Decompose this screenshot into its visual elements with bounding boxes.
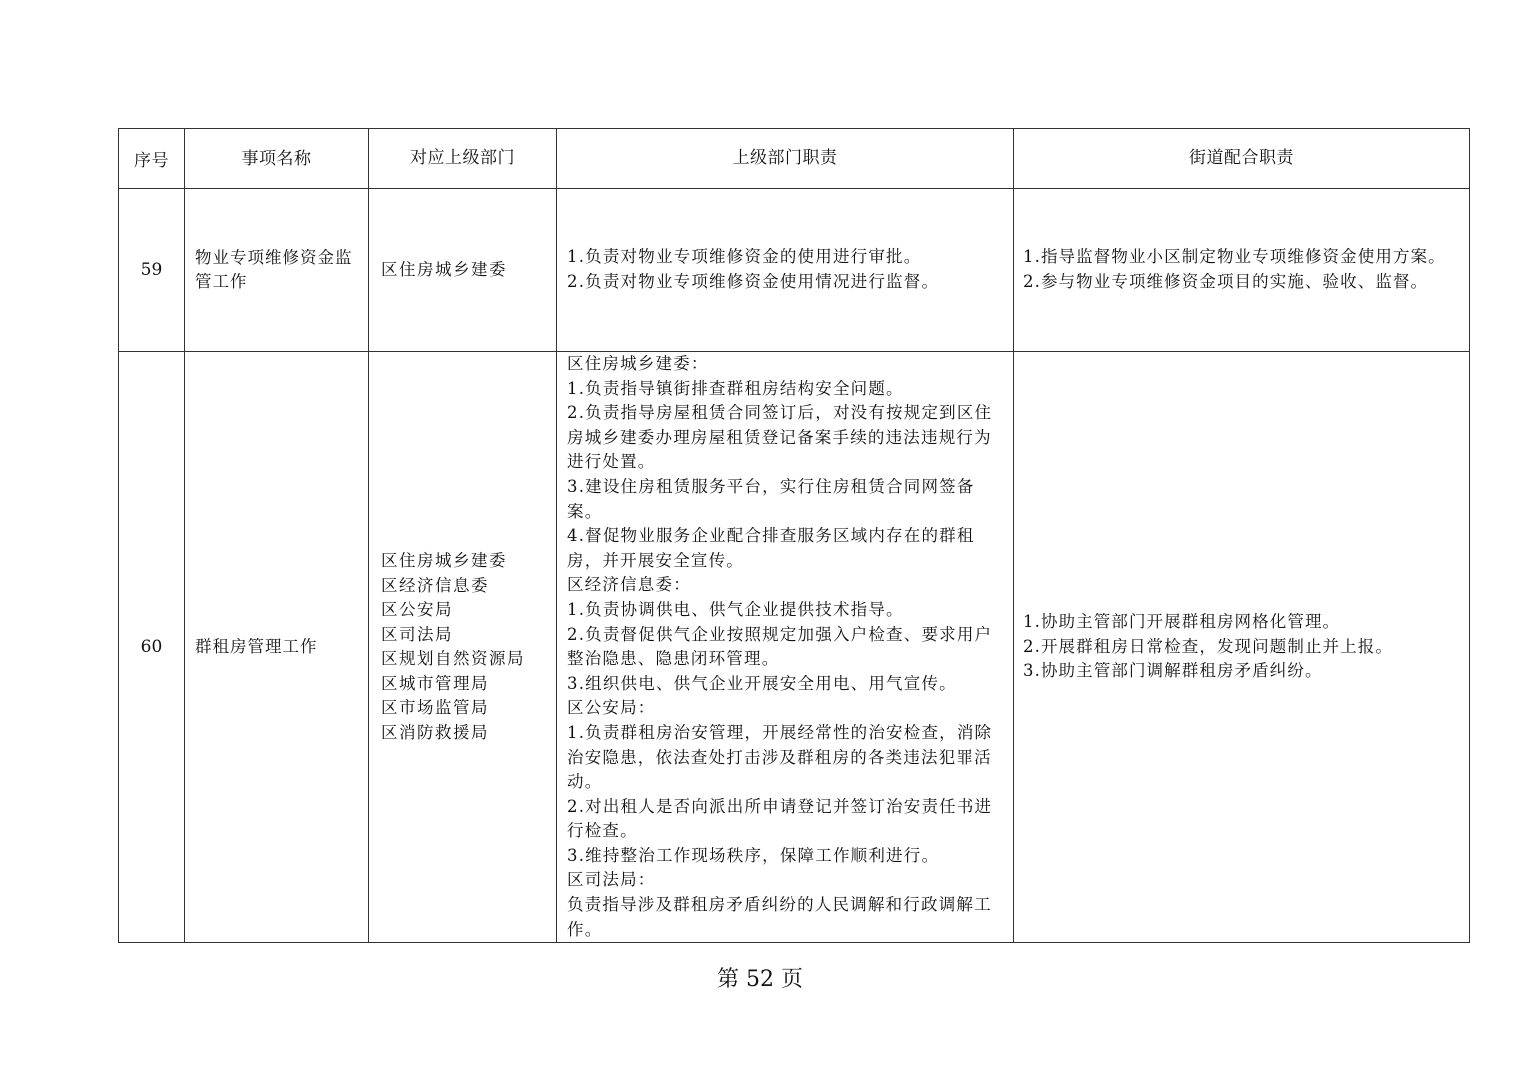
duty-line: 3.维持整治工作现场秩序，保障工作顺利进行。 bbox=[567, 845, 940, 865]
duty-line: 1.负责指导镇街排查群租房结构安全问题。 bbox=[567, 378, 904, 398]
header-item-name: 事项名称 bbox=[185, 129, 369, 189]
header-dept-duty: 上级部门职责 bbox=[557, 129, 1014, 189]
row-street-duty bbox=[1014, 189, 1470, 352]
row-item-name: 群租房管理工作 bbox=[185, 352, 369, 943]
department-item: 区规划自然资源局 bbox=[381, 649, 525, 669]
duty-line: 3.建设住房租赁服务平台，实行住房租赁合同网签备案。 bbox=[567, 476, 975, 521]
row-dept-duty bbox=[557, 189, 1014, 352]
row-dept-duty bbox=[557, 352, 1014, 943]
duty-line: 区公安局： bbox=[567, 698, 656, 718]
coop-line: 2.参与物业专项维修资金项目的实施、验收、监督。 bbox=[1023, 272, 1429, 291]
row-serial: 59 bbox=[119, 189, 185, 352]
department-item: 区市场监管局 bbox=[381, 698, 489, 718]
department-item: 区消防救援局 bbox=[381, 722, 489, 742]
page-number: 第 52 页 bbox=[717, 967, 803, 992]
coop-line: 3.协助主管部门调解群租房矛盾纠纷。 bbox=[1023, 661, 1323, 681]
table-row bbox=[119, 189, 1470, 352]
duty-line: 负责指导涉及群租房矛盾纠纷的人民调解和行政调解工作。 bbox=[567, 895, 992, 939]
header-department: 对应上级部门 bbox=[369, 129, 557, 189]
header-serial: 序号 bbox=[119, 129, 185, 189]
row-street-duty bbox=[1014, 352, 1470, 943]
table-header-row bbox=[119, 129, 1470, 189]
department-item: 区城市管理局 bbox=[381, 673, 489, 693]
department-item: 区司法局 bbox=[381, 624, 453, 644]
row-departments bbox=[369, 352, 557, 943]
department-item: 区住房城乡建委 bbox=[381, 259, 507, 279]
duty-line: 2.对出租人是否向派出所申请登记并签订治安责任书进行检查。 bbox=[567, 796, 993, 841]
duty-line: 2.负责对物业专项维修资金使用情况进行监督。 bbox=[567, 272, 940, 291]
coop-line: 1.协助主管部门开展群租房网格化管理。 bbox=[1023, 612, 1341, 632]
row-departments bbox=[369, 189, 557, 352]
duty-line: 1.负责群租房治安管理，开展经常性的治安检查，消除治安隐患，依法查处打击涉及群租房的各类违法犯罪活动。 bbox=[567, 722, 993, 792]
department-item: 区经济信息委 bbox=[381, 575, 489, 595]
responsibility-table bbox=[118, 128, 1470, 943]
duty-line: 1.负责协调供电、供气企业提供技术指导。 bbox=[567, 599, 904, 619]
duty-line: 2.负责督促供气企业按照规定加强入户检查、要求用户整治隐患、隐患闭环管理。 bbox=[567, 624, 993, 669]
coop-line: 1.指导监督物业小区制定物业专项维修资金使用方案。 bbox=[1023, 247, 1446, 267]
table-row bbox=[119, 352, 1470, 943]
duty-line: 4.督促物业服务企业配合排查服务区域内存在的群租房，并开展安全宣传。 bbox=[567, 526, 975, 570]
header-street-duty: 街道配合职责 bbox=[1014, 129, 1470, 189]
department-item: 区公安局 bbox=[381, 600, 453, 620]
duty-line: 2.负责指导房屋租赁合同签订后，对没有按规定到区住房城乡建委办理房屋租赁登记备案手续的违法违规行为进行处置。 bbox=[567, 403, 993, 472]
duty-line: 3.组织供电、供气企业开展安全用电、用气宣传。 bbox=[567, 673, 957, 693]
duty-line: 1.负责对物业专项维修资金的使用进行审批。 bbox=[567, 247, 922, 267]
department-item: 区住房城乡建委 bbox=[381, 551, 507, 571]
row-serial: 60 bbox=[119, 352, 185, 943]
row-item-name: 物业专项维修资金监管工作 bbox=[185, 189, 369, 352]
duty-line: 区司法局： bbox=[567, 870, 656, 890]
coop-line: 2.开展群租房日常检查，发现问题制止并上报。 bbox=[1023, 636, 1393, 656]
duty-line: 区经济信息委： bbox=[567, 575, 691, 595]
duty-line: 区住房城乡建委： bbox=[567, 354, 709, 373]
